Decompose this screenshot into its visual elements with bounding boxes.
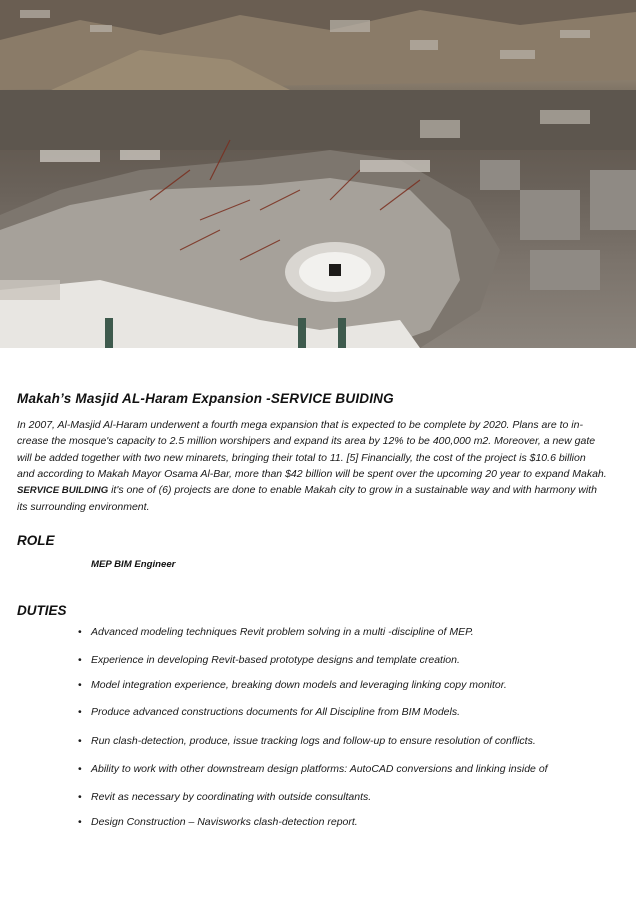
duty-text: Run clash-detection, produce, issue tracking logs and follow-up to ensure resolution of conflicts.	[91, 735, 536, 747]
description-line: its surrounding environment.	[17, 501, 150, 514]
description-line: and according to Makah Mayor Osama Al-Bar, more than $42 billion will be spent over the upcoming 20 year to expand Makah.	[17, 467, 607, 480]
aerial-photo-illustration	[0, 0, 636, 348]
duty-text: Revit as necessary by coordinating with outside consultants.	[91, 791, 372, 803]
duty-text: Experience in developing Revit-based prototype designs and template creation.	[91, 654, 460, 666]
description-line: In 2007, Al-Masjid Al-Haram underwent a fourth mega expansion that is expected to be complete by 2020. Plans are to in-	[17, 419, 583, 431]
duty-item	[78, 791, 371, 803]
duty-item	[78, 735, 536, 747]
duty-item	[78, 816, 358, 828]
duty-text: Advanced modeling techniques Revit problem solving in a multi -discipline of MEP.	[91, 626, 474, 638]
description-line	[17, 482, 617, 499]
description-line: crease the mosque's capacity to 2.5 million worshipers and expand its area by 12% to be 400,000 m2. Moreover, a new gate	[17, 435, 596, 448]
duty-item	[78, 654, 460, 666]
role-value: MEP BIM Engineer	[91, 559, 176, 570]
duty-item	[78, 706, 460, 718]
hero-aerial-photo	[0, 0, 636, 348]
duties-heading: DUTIES	[17, 603, 67, 618]
bullet-icon: •	[78, 791, 82, 803]
duty-text: Ability to work with other downstream design platforms: AutoCAD conversions and linking inside of	[91, 763, 548, 775]
description-line-rest: it's one of (6) projects are done to enable Makah city to grow in a sustainable way and with harmony with	[108, 484, 597, 497]
duty-text: Model integration experience, breaking down models and leveraging linking copy monitor.	[91, 679, 507, 691]
duty-item	[78, 626, 474, 638]
bullet-icon: •	[78, 706, 82, 718]
bullet-icon: •	[78, 735, 82, 747]
duty-text: Produce advanced constructions documents for All Discipline from BIM Models.	[91, 706, 461, 718]
role-heading: ROLE	[17, 533, 55, 548]
bullet-icon: •	[78, 626, 82, 638]
duty-item	[78, 679, 507, 691]
bullet-icon: •	[78, 763, 82, 775]
bullet-icon: •	[78, 816, 82, 828]
bullet-icon: •	[78, 654, 82, 666]
description-line: will be added together with two new minarets, bringing their total to 11. [5] Financially, the cost of the project is $10.6 billion	[17, 451, 586, 464]
bullet-icon: •	[78, 679, 82, 691]
project-description	[17, 417, 617, 516]
duty-item	[78, 763, 548, 775]
service-building-label: SERVICE BUILDING	[17, 485, 109, 497]
duty-text: Design Construction – Navisworks clash-detection report.	[91, 816, 358, 828]
project-title: Makah’s Masjid AL-Haram Expansion -SERVICE BUIDING	[17, 391, 394, 406]
